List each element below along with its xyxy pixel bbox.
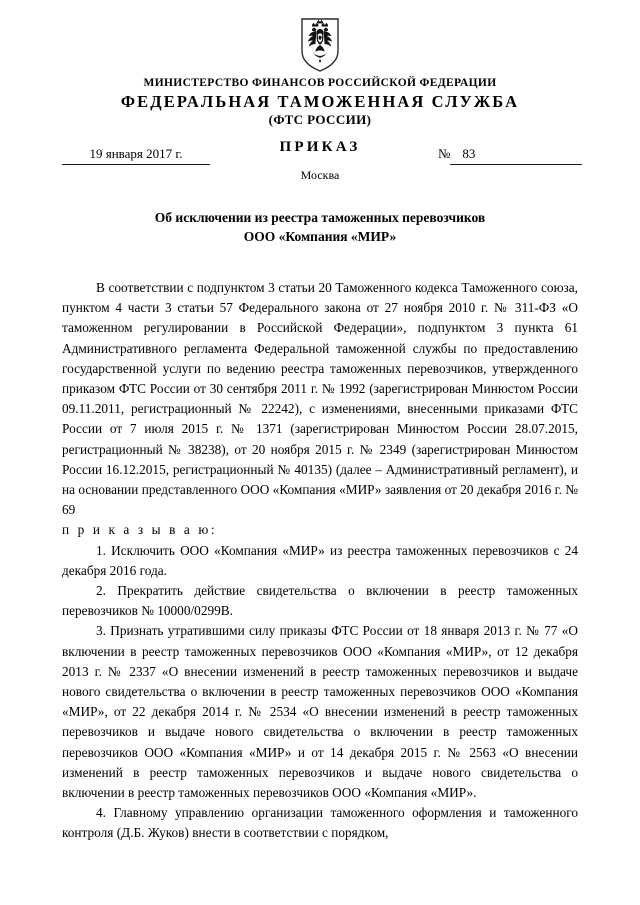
document-header [0,76,640,157]
russian-coat-of-arms-icon [299,18,341,72]
service-abbreviation: (ФТС РОССИИ) [268,112,372,127]
order-item-2: 2. Прекратить действие свидетельства о включении в реестр таможенных перевозчиков № 10000/0299В. [62,583,578,619]
city-line: Москва [300,168,340,182]
ministry-line: МИНИСТЕРСТВО ФИНАНСОВ РОССИЙСКОЙ ФЕДЕРАЦИИ [143,77,497,89]
document-number-field [438,146,606,165]
service-line: ФЕДЕРАЛЬНАЯ ТАМОЖЕННАЯ СЛУЖБА [120,92,520,111]
preamble-paragraph: В соответствии с подпунктом 3 статьи 20 Таможенного кодекса Таможенного союза, пунктом 4 части 3 статьи 57 Федерального закона от 27 ноября 2010 г. № 311-ФЗ «О таможенном регулировании в Российской Федерации», подпунктом 3 пункта 61 Административного регламента Федеральной таможенной службы по предоставлению государственной услуги по ведению реестра таможенных перевозчиков, утвержденного приказом ФТС России от 30 сентября 2011 г. № 1992 (зарегистрирован Минюстом России 09.11.2011, регистрационный № 22242), с изменениями, внесенными приказами ФТС России от 7 июля 2015 г. № 1371 (зарегистрирован Минюстом России 28.07.2015, регистрационный № 38238), от 20 ноября 2015 г. № 2349 (зарегистрирован Минюстом России 16.12.2015, регистрационный № 40135) (далее – Административный регламент), и на основании представленного ООО «Компания «МИР» заявления от 20 декабря 2016 г. № 69 [62,280,578,518]
title-line-1: Об исключении из реестра таможенных перевозчиков [154,210,486,225]
page-title [70,208,570,246]
order-verb: п р и к а з ы в а ю: [62,522,218,538]
emblem-container [0,18,640,77]
order-item-1: 1. Исключить ООО «Компания «МИР» из реестра таможенных перевозчиков с 24 декабря 2016 года. [62,542,578,578]
date-number-row [0,146,640,168]
document-body [62,278,578,844]
document-number: 83 [450,146,582,165]
order-item-4: 4. Главному управлению организации таможенного оформления и таможенного контроля (Д.Б. Жуков) внести в соответствии с порядком, [62,805,578,841]
order-item-3: 3. Признать утратившими силу приказы ФТС России от 18 января 2013 г. № 77 «О включении в реестр таможенных перевозчиков ООО «Компания «МИР», от 12 декабря 2013 г. № 2337 «О внесении изменений в реестр таможенных перевозчиков и выдаче нового свидетельства о включении в реестр таможенных перевозчиков ООО «Компания «МИР», от 22 декабря 2014 г. № 2534 «О внесении изменений в реестр таможенных перевозчиков и выдаче нового свидетельства о включении в реестр таможенных перевозчиков ООО «Компания «МИР» и от 14 декабря 2015 г. № 2563 «О внесении изменений в реестр таможенных перевозчиков и выдаче нового свидетельства о включении в реестр таможенных перевозчиков ООО «Компания «МИР». [62,623,578,801]
number-sign: № [438,146,451,161]
title-line-2: ООО «Компания «МИР» [243,229,397,244]
document-date: 19 января 2017 г. [62,146,210,165]
document-type-heading: ПРИКАЗ [279,139,361,155]
